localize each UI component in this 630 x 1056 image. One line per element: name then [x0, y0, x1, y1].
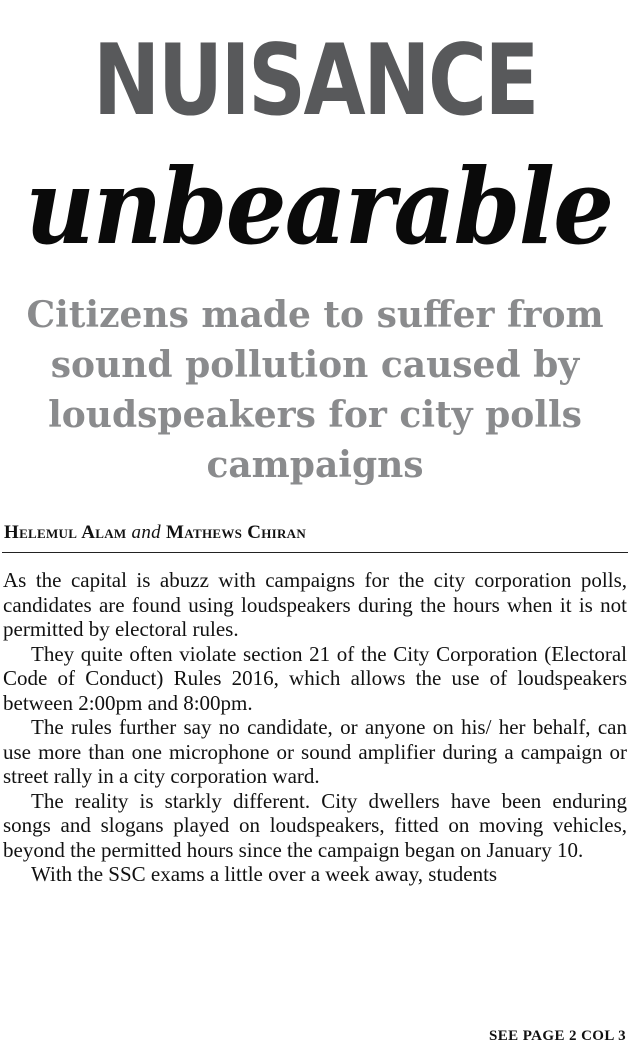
main-headline: unbearable	[25, 145, 613, 268]
body-paragraph: As the capital is abuzz with campaigns for the city corporation polls, candidates are found using loudspeakers during the hours when it is not permitted by electoral rules.	[3, 568, 627, 641]
author-name: Mathews Chiran	[166, 522, 307, 543]
continued-jump-line: SEE PAGE 2 COL 3	[489, 1028, 626, 1044]
byline-conjunction: and	[131, 522, 161, 543]
body-paragraph: The rules further say no candidate, or anyone on his/ her behalf, can use more than one microphone or sound amplifier during a campaign or street rally in a city corporation ward.	[3, 715, 627, 788]
author-name: Helemul Alam	[4, 522, 127, 543]
body-paragraph: They quite often violate section 21 of the City Corporation (Electoral Code of Conduct) Rules 2016, which allows the use of loudspeakers between 2:00pm and 8:00pm.	[3, 641, 627, 715]
kicker-headline: NUISANCE	[93, 24, 537, 138]
body-paragraph: With the SSC exams a little over a week away, students	[31, 862, 498, 886]
byline-divider	[2, 552, 628, 553]
subheadline: Citizens made to suffer from sound pollution caused by loudspeakers for city polls campaigns	[26, 294, 604, 486]
byline	[4, 521, 626, 545]
article-body	[3, 568, 627, 887]
body-paragraph: The reality is starkly different. City dwellers have been enduring songs and slogans played on loudspeakers, fitted on moving vehicles, beyond the permitted hours since the campaign began on January 10.	[3, 788, 627, 862]
